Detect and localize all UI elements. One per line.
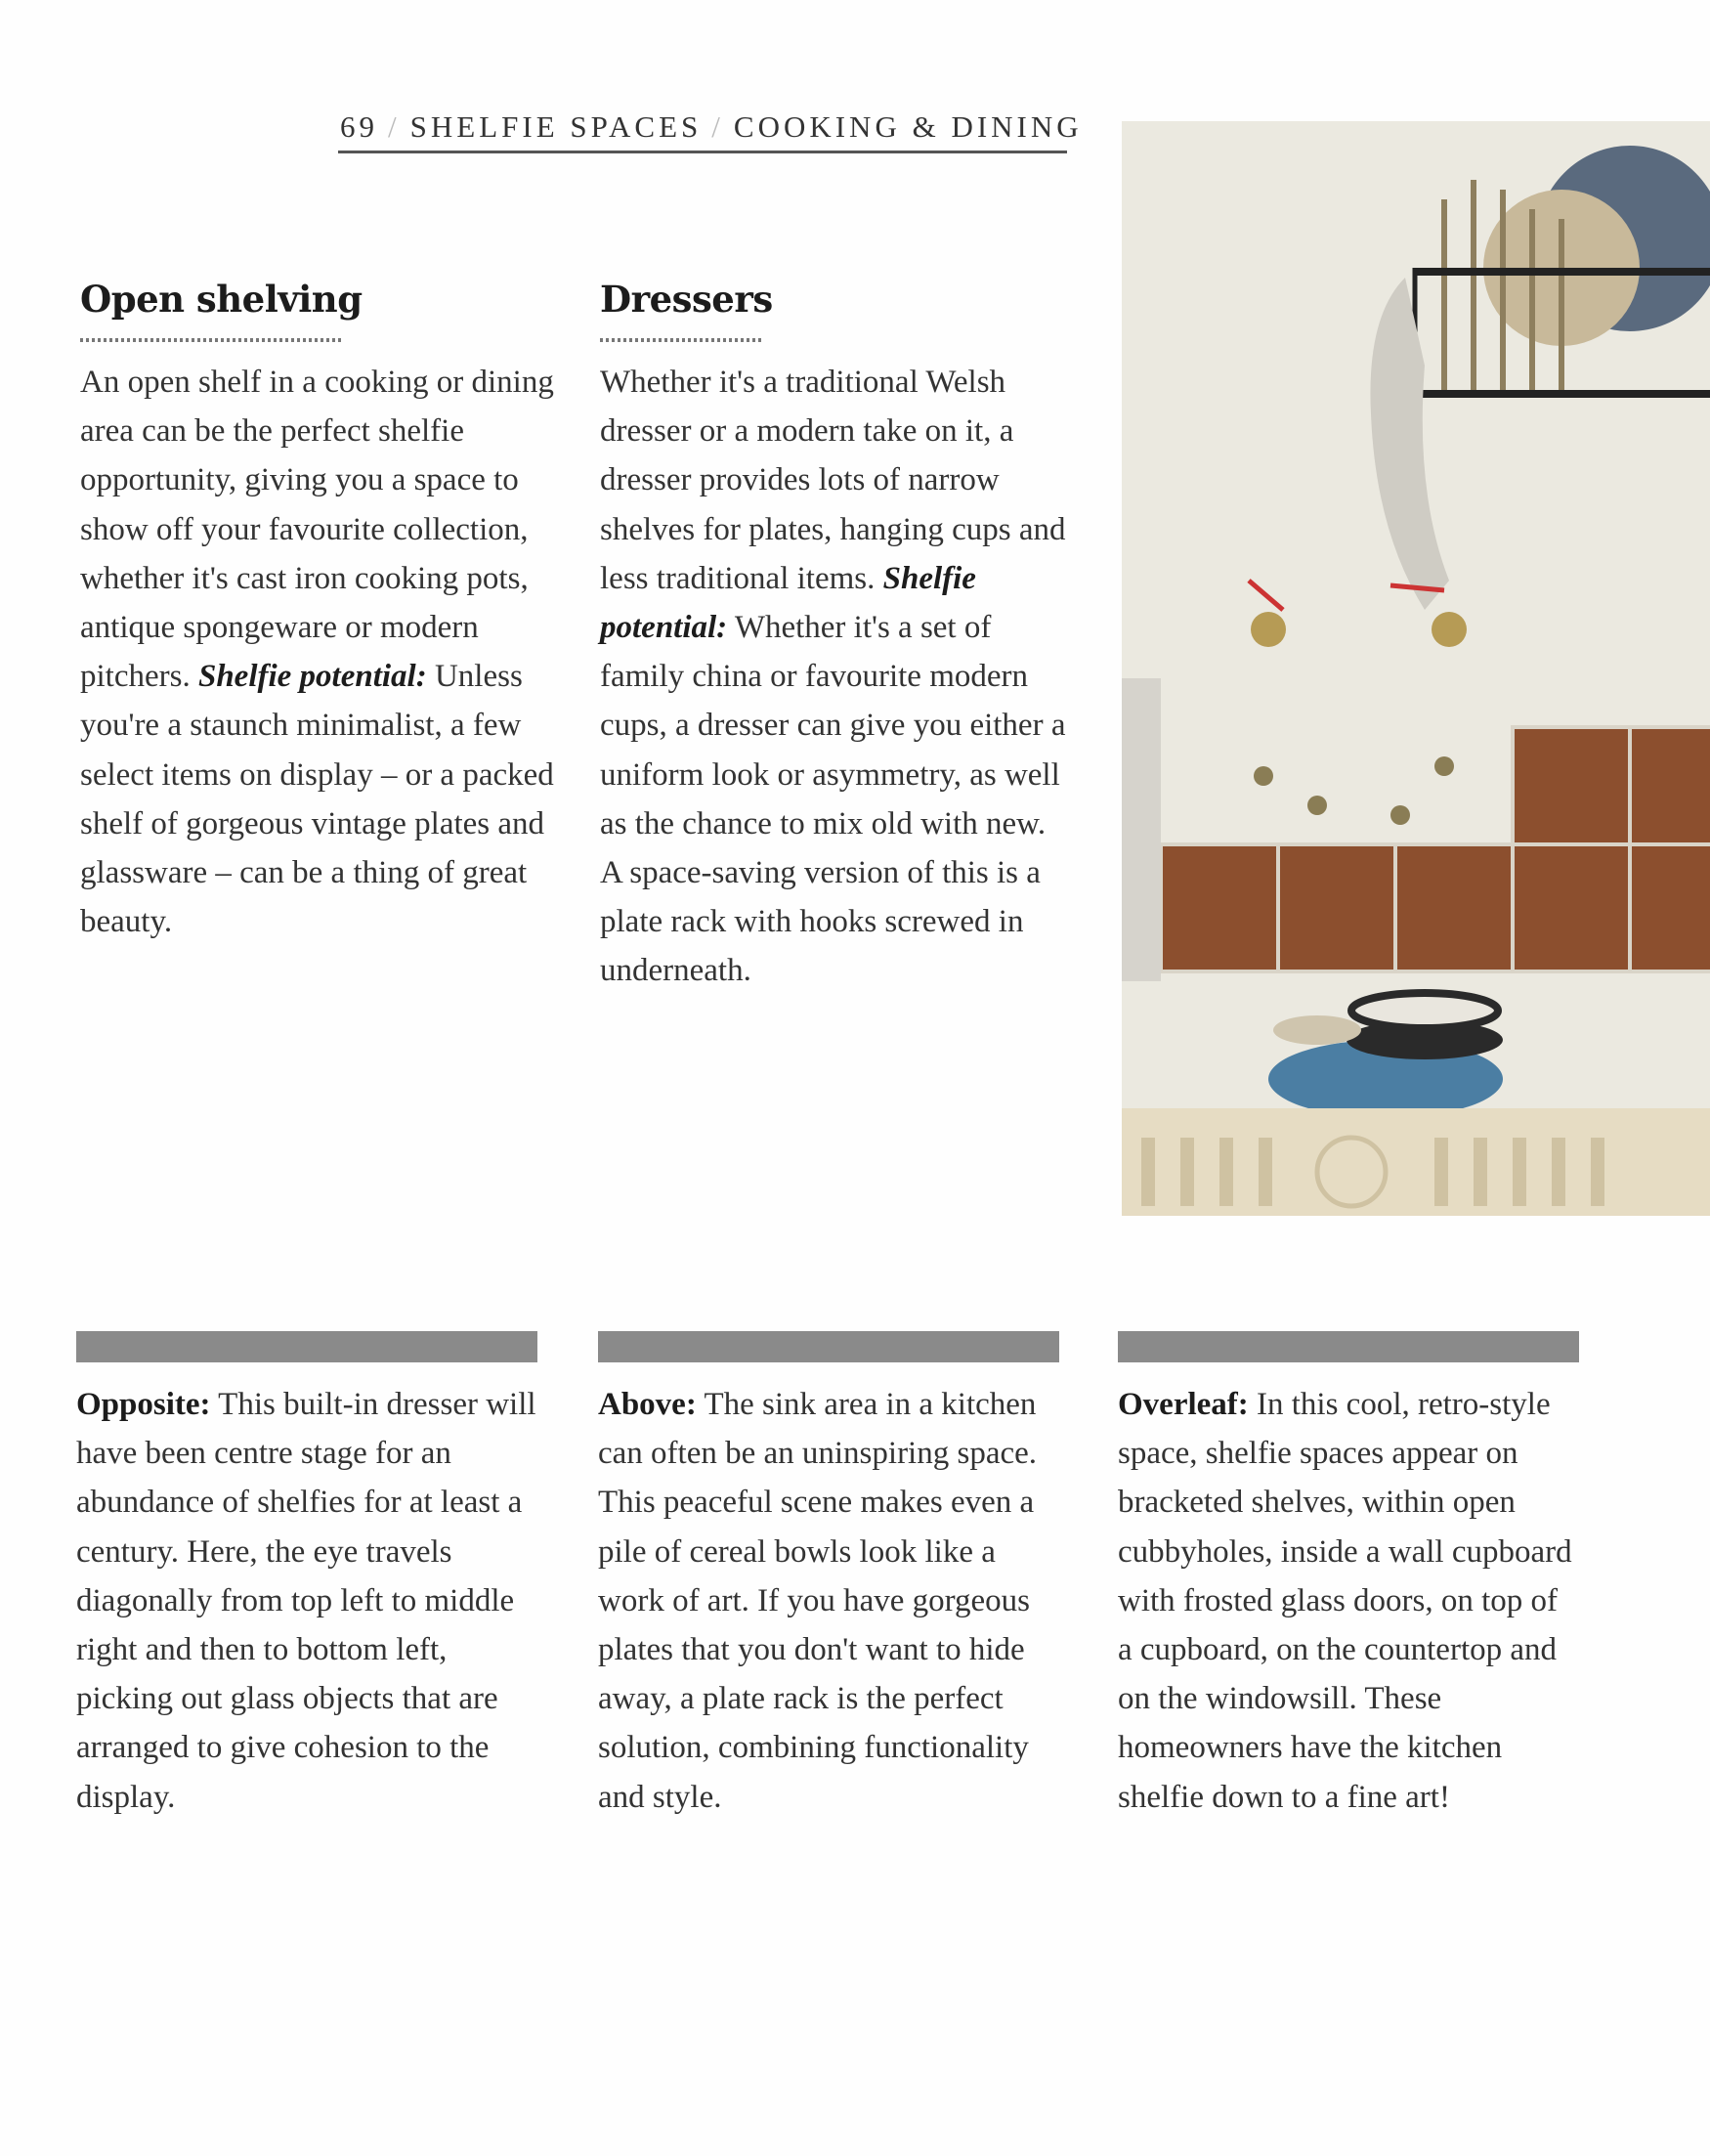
running-header: 69 / SHELFIE SPACES / COOKING & DINING [340, 109, 1083, 144]
section-body [600, 358, 1069, 996]
caption-label: Opposite: [76, 1387, 211, 1422]
caption-label: Above: [598, 1387, 697, 1422]
kitchen-sink-photo [1122, 121, 1710, 1216]
caption-text: The sink area in a kitchen can often be an uninspiring space. This peaceful scene makes even a pile of cereal bowls look like a work of art. If you have gorgeous plates that you don't want to hide away, a plate rack is the perfect solution, combining functionality and style. [598, 1387, 1038, 1815]
body-text: Whether it's a set of family china or favourite modern cups, a dresser can give you either a uniform look or asymmetry, as well as the chance to mix old with new. A space-saving version of this is a plate rack with hooks screwed in underneath. [600, 610, 1066, 989]
caption-bar [1118, 1331, 1579, 1362]
section-body [80, 358, 569, 946]
dotted-rule [600, 338, 764, 342]
body-text: Unless you're a staunch minimalist, a few select items on display – or a packed shelf of gorgeous vintage plates and glassware – can be a thing of great beauty. [80, 659, 554, 940]
shelfie-potential-label: Shelfie potential: [600, 560, 976, 646]
section-title: SHELFIE SPACES [409, 109, 703, 144]
body-text: Whether it's a traditional Welsh dresser or a modern take on it, a dresser provides lots of narrow shelves for plates, hanging cups and less traditional items. [600, 365, 1066, 596]
caption-above [598, 1380, 1057, 1822]
shelfie-potential-label: Shelfie potential: [197, 659, 427, 695]
caption-label: Overleaf: [1118, 1387, 1249, 1422]
section-heading: Open shelving [80, 278, 363, 321]
caption-text: This built-in dresser will have been centre stage for an abundance of shelfies for at least a century. Here, the eye travels diagonally from top left to middle right and then to bottom left, picking out glass objects that are arranged to give cohesion to the display. [76, 1387, 536, 1815]
caption-opposite [76, 1380, 545, 1822]
subsection-title: COOKING & DINING [733, 109, 1083, 144]
caption-overleaf [1118, 1380, 1577, 1822]
page-number: 69 [340, 109, 378, 144]
dotted-rule [80, 338, 342, 342]
section-heading: Dressers [600, 278, 773, 321]
body-text: An open shelf in a cooking or dining area can be the perfect shelfie opportunity, giving you a space to show off your favourite collection, whether it's cast iron cooking pots, antique spongeware or modern pitchers. [80, 365, 554, 695]
dressers-section [600, 278, 1069, 996]
caption-bar [598, 1331, 1059, 1362]
caption-text: In this cool, retro-style space, shelfie spaces appear on bracketed shelves, within open cubbyholes, inside a wall cupboard with frosted glass doors, on top of a cupboard, on the countertop and on the windowsill. These homeowners have the kitchen shelfie down to a fine art! [1118, 1387, 1572, 1815]
open-shelving-section [80, 278, 569, 946]
caption-bar [76, 1331, 537, 1362]
header-rule [338, 151, 1067, 153]
photo-illustration [1122, 121, 1710, 1216]
